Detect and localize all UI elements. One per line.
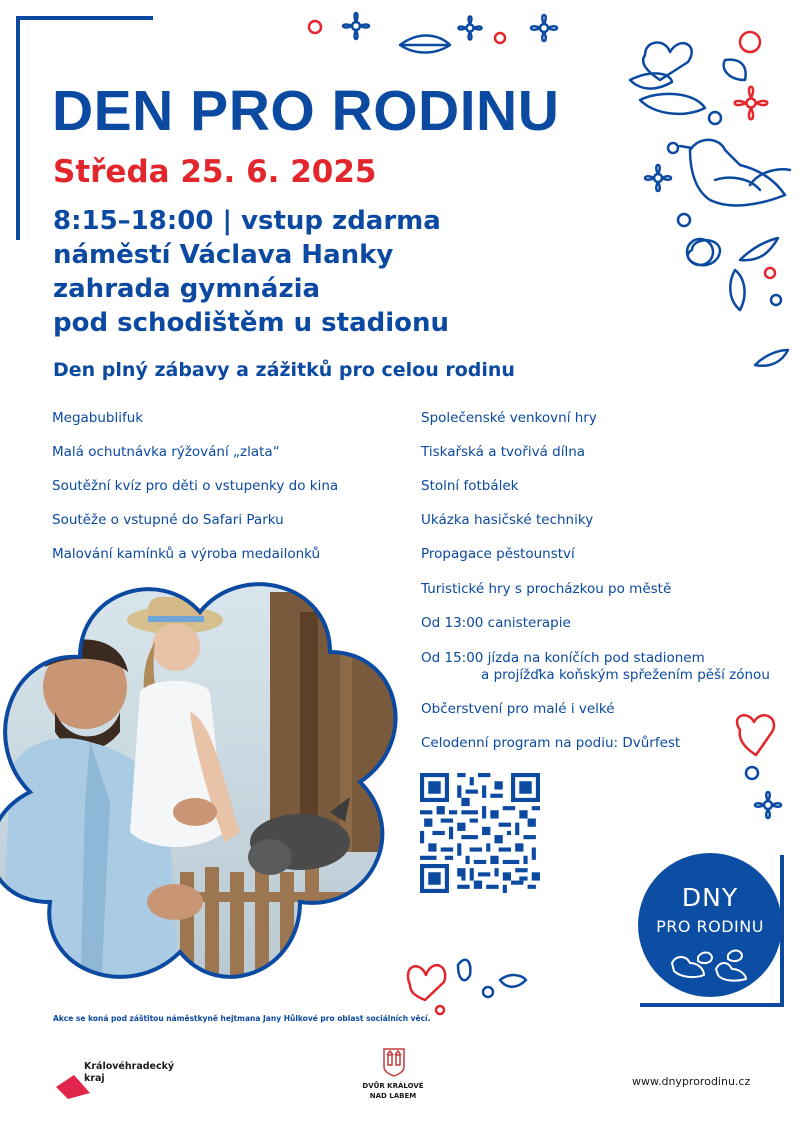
- list-item: Tiskařská a tvořivá dílna: [421, 444, 586, 460]
- dny-pro-rodinu-badge: [638, 853, 782, 997]
- town-line-1: DVŮR KRÁLOVÉ: [362, 1082, 424, 1090]
- flower-icon: [343, 13, 369, 39]
- list-item: Od 15:00 jízda na koníčích pod stadionem: [421, 650, 705, 666]
- list-item: Soutěžní kvíz pro děti o vstupenky do kina: [52, 478, 339, 494]
- list-item: Malá ochutnávka rýžování „zlata“: [52, 444, 280, 460]
- heart-icon: [737, 715, 774, 755]
- info-line: náměstí Václava Hanky: [53, 240, 394, 270]
- website-link[interactable]: www.dnyprorodinu.cz: [632, 1075, 751, 1088]
- list-item: Od 13:00 canisterapie: [421, 615, 571, 631]
- flower-icon: [459, 17, 482, 40]
- info-line: 8:15–18:00 | vstup zdarma: [53, 206, 441, 236]
- event-info: [53, 204, 449, 340]
- list-item: Stolní fotbálek: [421, 478, 519, 494]
- list-item: Turistické hry s procházkou po městě: [421, 581, 672, 597]
- subtitle: Den plný zábavy a zážitků pro celou rodinu: [53, 359, 515, 381]
- info-line: zahrada gymnázia: [53, 274, 321, 304]
- qr-code[interactable]: [420, 773, 540, 893]
- flower-icon: [735, 87, 768, 120]
- badge-line-1: DNY: [681, 883, 739, 912]
- list-item: Malování kamínků a výroba medailonků: [52, 546, 321, 562]
- heart-icon: [408, 965, 445, 1000]
- page-title: DEN PRO RODINU: [52, 79, 560, 143]
- kraj-line-1: Královéhradecký: [84, 1061, 175, 1072]
- kraj-logo-text: [84, 1061, 174, 1085]
- list-item: Ukázka hasičské techniky: [421, 512, 594, 528]
- list-item: Společenské venkovní hry: [421, 410, 597, 426]
- list-item: Občerstvení pro malé i velké: [421, 701, 615, 717]
- list-item: Propagace pěstounství: [421, 546, 575, 562]
- family-photo: [0, 572, 410, 1012]
- flower-icon: [755, 792, 781, 818]
- flower-icon: [645, 165, 671, 191]
- info-line: pod schodištěm u stadionu: [53, 308, 450, 338]
- list-item: Celodenní program na podiu: Dvůrfest: [421, 735, 681, 751]
- kraj-line-2: kraj: [84, 1073, 105, 1084]
- list-item: a projížďka koňským spřežením pěší zónou: [481, 667, 770, 683]
- list-item: Megabublifuk: [52, 410, 144, 426]
- footer-note: Akce se koná pod záštitou náměstkyně hejtmana Jany Hůlkové pro oblast sociálních věcí.: [53, 1014, 431, 1023]
- flower-icon: [531, 15, 557, 41]
- frame-line-left: [16, 16, 20, 240]
- list-item: Soutěže o vstupné do Safari Parku: [52, 512, 284, 528]
- frame-line-top: [16, 16, 153, 20]
- town-logo-text: [358, 1081, 428, 1101]
- town-line-2: NAD LABEM: [369, 1092, 417, 1100]
- event-date: Středa 25. 6. 2025: [53, 154, 377, 190]
- badge-line-2: PRO RODINU: [656, 917, 764, 936]
- town-coat-of-arms-icon: [382, 1045, 406, 1077]
- birds-icon: [668, 949, 752, 983]
